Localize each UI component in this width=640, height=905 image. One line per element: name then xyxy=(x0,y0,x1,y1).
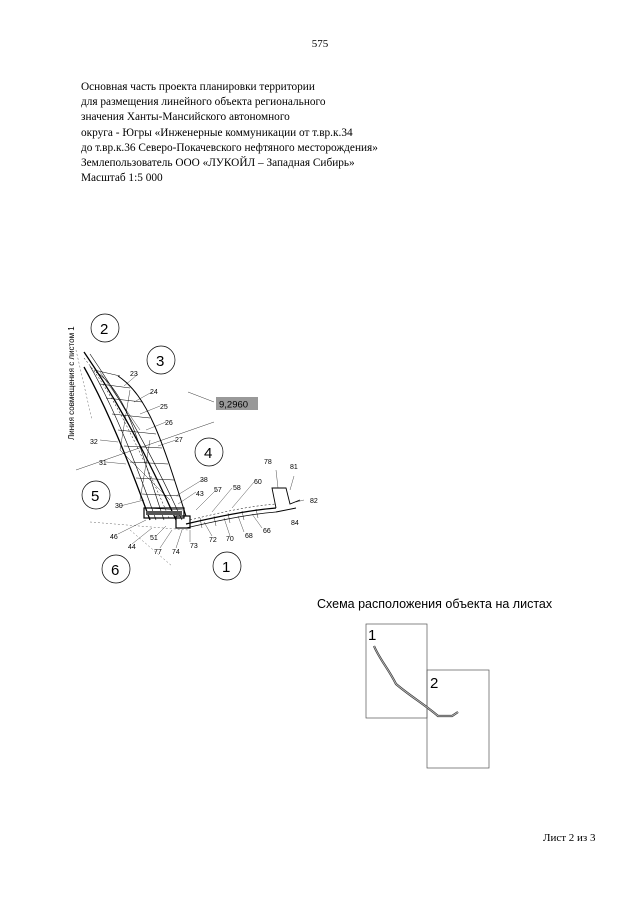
sheet-footer: Лист 2 из 3 xyxy=(543,832,596,844)
point-label: 66 xyxy=(263,528,271,535)
point-label: 38 xyxy=(200,477,208,484)
point-label: 43 xyxy=(196,491,204,498)
point-label: 27 xyxy=(175,437,183,444)
scheme-route xyxy=(374,646,458,716)
sheet-circle-label: 3 xyxy=(156,353,165,370)
point-label: 25 xyxy=(160,404,168,411)
header-line: до т.вр.к.36 Северо-Покачевского нефтяного месторождения» xyxy=(81,141,378,154)
highlight-value: 9,2960 xyxy=(219,399,249,411)
header-line: для размещения линейного объекта регионального xyxy=(81,96,326,109)
point-label: 70 xyxy=(226,536,234,543)
scheme-sheet-1-label: 1 xyxy=(368,627,377,644)
point-label: 24 xyxy=(150,389,158,396)
header-line: Основная часть проекта планировки территории xyxy=(81,81,315,93)
point-label: 44 xyxy=(128,544,136,551)
point-label: 46 xyxy=(110,534,118,541)
point-label: 74 xyxy=(172,549,180,556)
point-label: 23 xyxy=(130,371,138,378)
sheet-circle-label: 6 xyxy=(111,562,120,579)
match-line-label: Линия совмещения с листом 1 xyxy=(67,326,76,440)
sheet-layout-scheme xyxy=(366,624,489,768)
scheme-sheet-2-label: 2 xyxy=(430,675,439,692)
header-line: округа - Югры «Инженерные коммуникации от т.вр.к.34 xyxy=(81,126,353,139)
point-label: 68 xyxy=(245,533,253,540)
scheme-title: Схема расположения объекта на листах xyxy=(317,597,553,611)
point-label: 77 xyxy=(154,549,162,556)
point-label: 26 xyxy=(165,420,173,427)
point-label: 31 xyxy=(99,460,107,467)
point-label: 60 xyxy=(254,479,262,486)
point-label: 78 xyxy=(264,459,272,466)
header-line: Землепользователь ООО «ЛУКОЙЛ – Западная Сибирь» xyxy=(81,157,355,170)
point-label: 82 xyxy=(310,498,318,505)
sheet-circle-label: 4 xyxy=(204,445,213,462)
point-label: 57 xyxy=(214,487,222,494)
point-label: 51 xyxy=(150,535,158,542)
point-label: 84 xyxy=(291,520,299,527)
point-label: 32 xyxy=(90,439,98,446)
point-label: 30 xyxy=(115,503,123,510)
header-line: значения Ханты-Мансийского автономного xyxy=(81,111,290,124)
sheet-circle-label: 1 xyxy=(222,559,231,576)
point-label: 72 xyxy=(209,537,217,544)
point-label: 81 xyxy=(290,464,298,471)
page-number: 575 xyxy=(311,38,329,50)
point-label: 58 xyxy=(233,485,241,492)
sheet-circle-label: 5 xyxy=(91,488,100,505)
point-label: 73 xyxy=(190,543,198,550)
scale-line: Масштаб 1:5 000 xyxy=(81,172,163,185)
sheet-circle-label: 2 xyxy=(100,321,109,338)
